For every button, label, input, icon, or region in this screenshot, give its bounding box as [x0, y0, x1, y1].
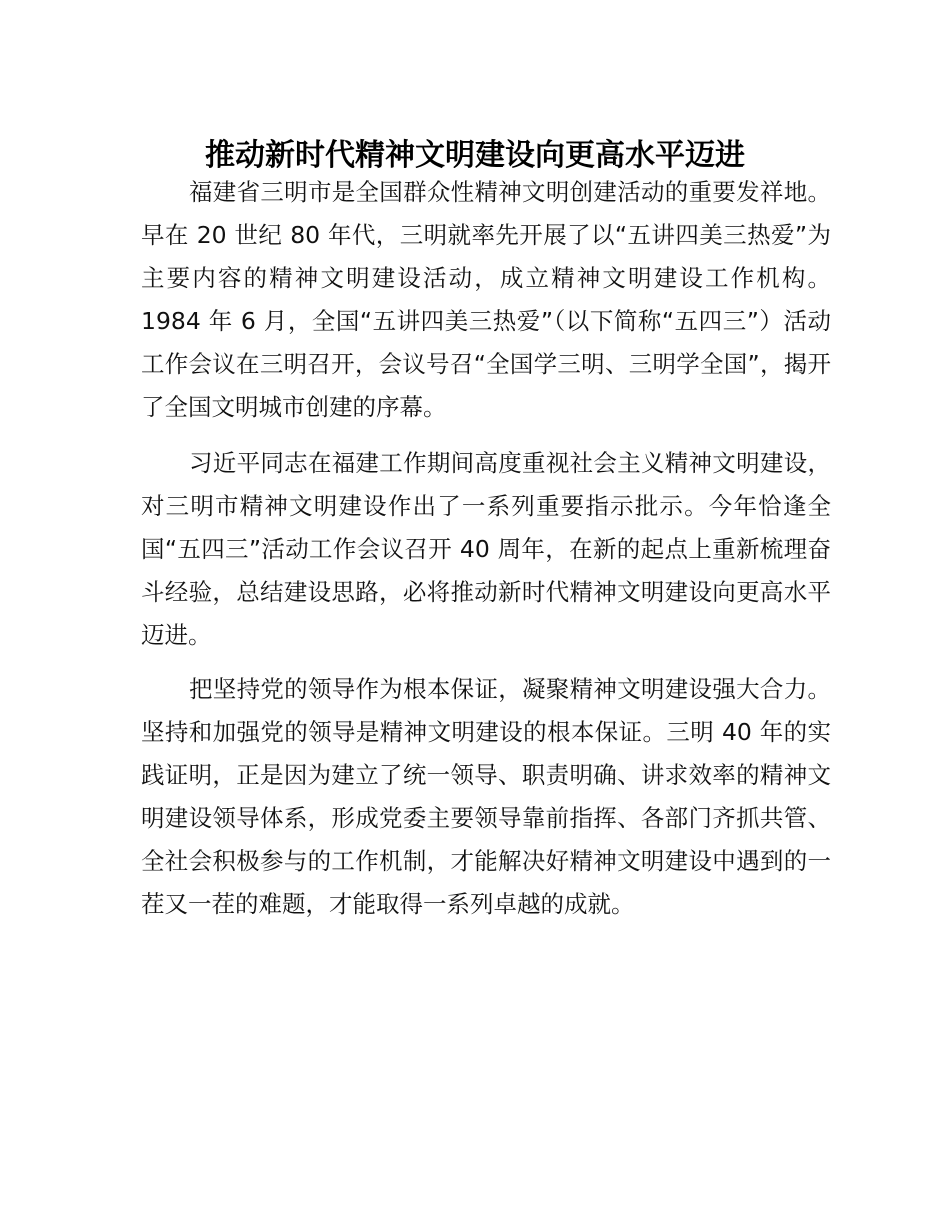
- paragraph-3: 把坚持党的领导作为根本保证，凝聚精神文明建设强大合力。坚持和加强党的领导是精神文明建设的根本保证。三明 40 年的实践证明，正是因为建立了统一领导、职责明确、讲求效率的精神文明建设领导体系，形成党委主要领导靠前指挥、各部门齐抓共管、全社会积极参与的工作机制，才能解决好精神文明建设中遇到的一茬又一茬的难题，才能取得一系列卓越的成就。: [141, 675, 831, 918]
- paragraph-2: 习近平同志在福建工作期间高度重视社会主义精神文明建设，对三明市精神文明建设作出了一系列重要指示批示。今年恰逢全国“五四三”活动工作会议召开 40 周年，在新的起点上重新梳理奋斗经验，总结建设思路，必将推动新时代精神文明建设向更高水平迈进。: [141, 449, 831, 649]
- paragraph-1: 福建省三明市是全国群众性精神文明创建活动的重要发祥地。早在 20 世纪 80 年代，三明就率先开展了以“五讲四美三热爱”为主要内容的精神文明建设活动，成立精神文明建设工作机构。1984 年 6 月，全国“五讲四美三热爱”（以下简称“五四三”）活动工作会议在三明召开，会议号召“全国学三明、三明学全国”，揭开了全国文明城市创建的序幕。: [141, 178, 831, 421]
- page-title: 推动新时代精神文明建设向更高水平迈进: [205, 138, 745, 174]
